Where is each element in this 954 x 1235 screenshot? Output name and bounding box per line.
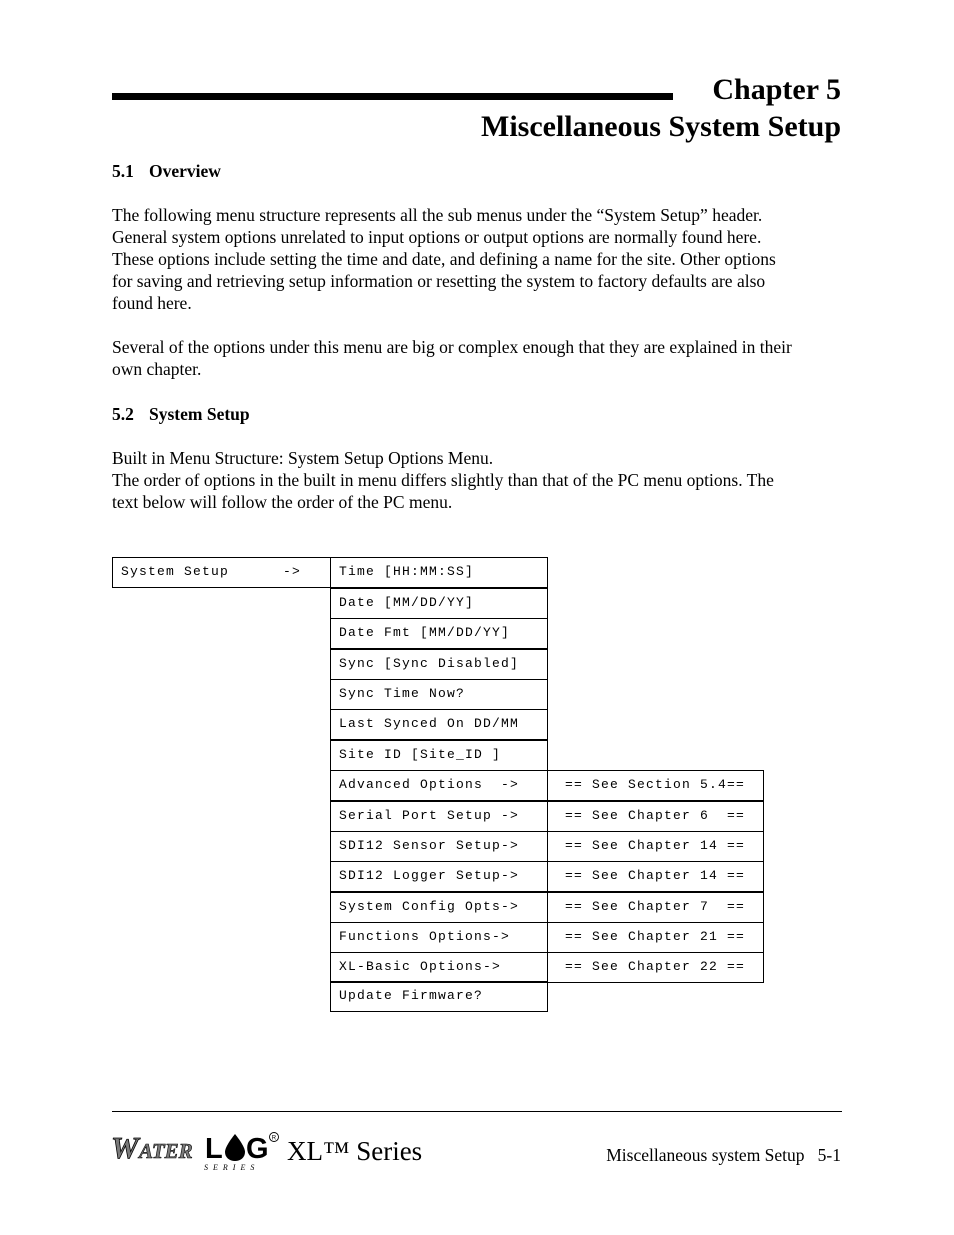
paragraph-line: General system options unrelated to input options or output options are normally found here. [112, 227, 762, 247]
menu-ref-chapter-14-sensor: == See Chapter 14 == [547, 831, 764, 862]
svg-text:W: W [111, 1130, 139, 1165]
paragraph-line: Built in Menu Structure: System Setup Options Menu. [112, 448, 494, 468]
paragraph-line: found here. [112, 293, 192, 313]
menu-item-date: Date [MM/DD/YY] [330, 588, 548, 619]
section-title: Overview [149, 161, 221, 181]
menu-root-cell: System Setup -> [112, 557, 331, 588]
waterlog-logo [111, 1127, 281, 1171]
chapter-number: Chapter 5 [712, 73, 841, 106]
menu-item-sync: Sync [Sync Disabled] [330, 649, 548, 680]
chapter-rule [112, 93, 673, 100]
svg-text:G: G [246, 1133, 269, 1165]
menu-item-site-id: Site ID [Site_ID ] [330, 740, 548, 771]
chapter-title: Miscellaneous System Setup [481, 110, 841, 143]
svg-text:R: R [271, 1135, 277, 1142]
section-heading-system-setup [112, 403, 250, 425]
page-footer-label: Miscellaneous system Setup 5-1 [606, 1145, 841, 1165]
paragraph-line: text below will follow the order of the PC menu. [112, 492, 453, 512]
menu-ref-chapter-7: == See Chapter 7 == [547, 892, 764, 923]
paragraph-line: own chapter. [112, 359, 202, 379]
section-heading-overview [112, 160, 221, 182]
menu-item-serial-port-setup: Serial Port Setup -> [330, 801, 548, 832]
section-title: System Setup [149, 404, 250, 424]
menu-item-functions-options: Functions Options-> [330, 922, 548, 953]
series-name: XL™ Series [287, 1136, 423, 1166]
menu-item-last-synced: Last Synced On DD/MM [330, 709, 548, 740]
menu-item-xl-basic-options: XL-Basic Options-> [330, 952, 548, 983]
menu-ref-section-5-4: == See Section 5.4== [547, 770, 764, 801]
menu-item-advanced-options: Advanced Options -> [330, 770, 548, 801]
menu-item-time: Time [HH:MM:SS] [330, 557, 548, 588]
menu-ref-chapter-6: == See Chapter 6 == [547, 801, 764, 832]
svg-text:L: L [205, 1133, 223, 1165]
menu-ref-chapter-21: == See Chapter 21 == [547, 922, 764, 953]
menu-item-sync-time-now: Sync Time Now? [330, 679, 548, 710]
paragraph-line: The order of options in the built in menu differs slightly than that of the PC menu options. The [112, 470, 774, 490]
paragraph-line: Several of the options under this menu are big or complex enough that they are explained in their [112, 337, 792, 357]
svg-text:SERIES: SERIES [204, 1163, 260, 1171]
paragraph-line: for saving and retrieving setup information or resetting the system to factory defaults are also [112, 271, 766, 291]
paragraph-line: These options include setting the time and date, and defining a name for the site. Other options [112, 249, 776, 269]
paragraph-line: The following menu structure represents all the sub menus under the “System Setup” header. [112, 205, 763, 225]
svg-text:ATER: ATER [139, 1139, 193, 1163]
section-number: 5.1 [112, 161, 134, 181]
menu-ref-chapter-22: == See Chapter 22 == [547, 952, 764, 983]
menu-item-sdi12-logger-setup: SDI12 Logger Setup-> [330, 861, 548, 892]
menu-item-update-firmware: Update Firmware? [330, 981, 548, 1012]
menu-item-sdi12-sensor-setup: SDI12 Sensor Setup-> [330, 831, 548, 862]
menu-item-system-config-opts: System Config Opts-> [330, 892, 548, 923]
menu-ref-chapter-14-logger: == See Chapter 14 == [547, 861, 764, 892]
footer-rule [112, 1111, 842, 1112]
menu-item-date-fmt: Date Fmt [MM/DD/YY] [330, 618, 548, 649]
section-number: 5.2 [112, 404, 134, 424]
